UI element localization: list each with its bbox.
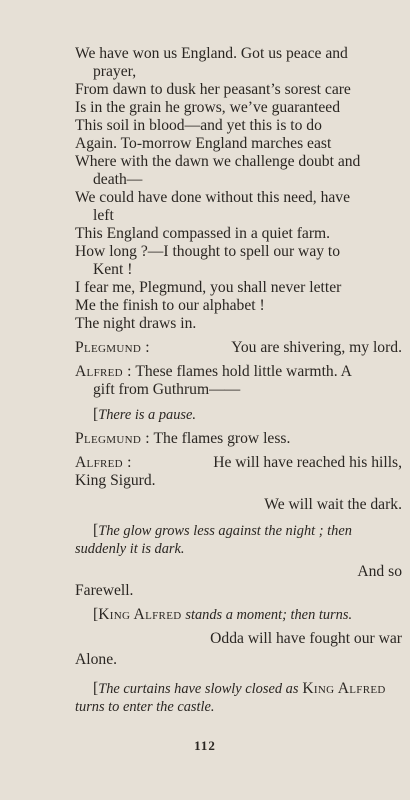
stage-direction-text: turns to enter the castle.	[75, 699, 215, 715]
speech-text: The flames grow less.	[153, 430, 291, 447]
verse-line: How long ?—I thought to spell our way to	[75, 243, 341, 260]
page-number: 112	[194, 738, 216, 753]
verse-line: King Sigurd.	[75, 472, 156, 489]
stage-direction-text: There is a pause.	[98, 407, 197, 423]
stage-direction	[93, 406, 402, 424]
speech-text: These flames hold little warmth. A	[135, 363, 352, 380]
stage-bracket: [	[93, 406, 99, 423]
verse-line: This England compassed in a quiet farm.	[75, 225, 331, 242]
dialogue-line	[75, 454, 402, 472]
stage-direction-text: suddenly it is dark.	[75, 541, 185, 557]
verse-line: Me the finish to our alphabet !	[75, 297, 265, 314]
stage-direction-text: The glow grows less against the night ; then	[98, 523, 352, 539]
stage-direction-text: stands a moment; then turns.	[185, 607, 353, 623]
dialogue-line	[75, 430, 402, 448]
stage-direction-text: The curtains have slowly closed as	[98, 681, 299, 697]
speech-text: You are shivering, my lord.	[231, 339, 402, 356]
stage-direction	[93, 522, 402, 540]
stage-bracket: [	[93, 522, 99, 539]
verse-line: Again. To-morrow England marches east	[75, 135, 332, 152]
stage-bracket: [	[93, 680, 99, 697]
verse-line: The night draws in.	[75, 315, 197, 332]
verse-line: We could have done without this need, have	[75, 189, 351, 206]
verse-line: gift from Guthrum——	[93, 381, 241, 398]
verse-line: We will wait the dark.	[264, 496, 402, 513]
dialogue-line	[75, 363, 402, 381]
stage-direction	[93, 680, 402, 698]
speaker-name: Alfred :	[75, 454, 132, 471]
verse-line: And so	[357, 563, 402, 580]
verse-line: Is in the grain he grows, we’ve guaranteed	[75, 99, 340, 116]
dialogue-line	[75, 339, 402, 357]
stage-direction	[93, 606, 402, 624]
verse-line: We have won us England. Got us peace and	[75, 45, 348, 62]
verse-line: Alone.	[75, 651, 118, 668]
verse-line: Kent !	[93, 261, 133, 278]
speaker-name: Plegmund :	[75, 430, 150, 447]
speech-text: He will have reached his hills,	[213, 454, 402, 471]
verse-line: Farewell.	[75, 582, 134, 599]
speaker-name: Plegmund :	[75, 339, 150, 356]
verse-line: From dawn to dusk her peasant’s sorest care	[75, 81, 351, 98]
verse-line: This soil in blood—and yet this is to do	[75, 117, 322, 134]
verse-line: prayer,	[93, 63, 137, 80]
character-name: King Alfred	[98, 606, 182, 623]
verse-line: left	[93, 207, 114, 224]
verse-line: I fear me, Plegmund, you shall never letter	[75, 279, 342, 296]
stage-bracket: [	[93, 606, 99, 623]
verse-line: Where with the dawn we challenge doubt and	[75, 153, 361, 170]
speaker-name: Alfred :	[75, 363, 132, 380]
verse-line: Odda will have fought our war	[210, 630, 402, 647]
verse-line: death—	[93, 171, 143, 188]
character-name: King Alfred	[302, 680, 386, 697]
